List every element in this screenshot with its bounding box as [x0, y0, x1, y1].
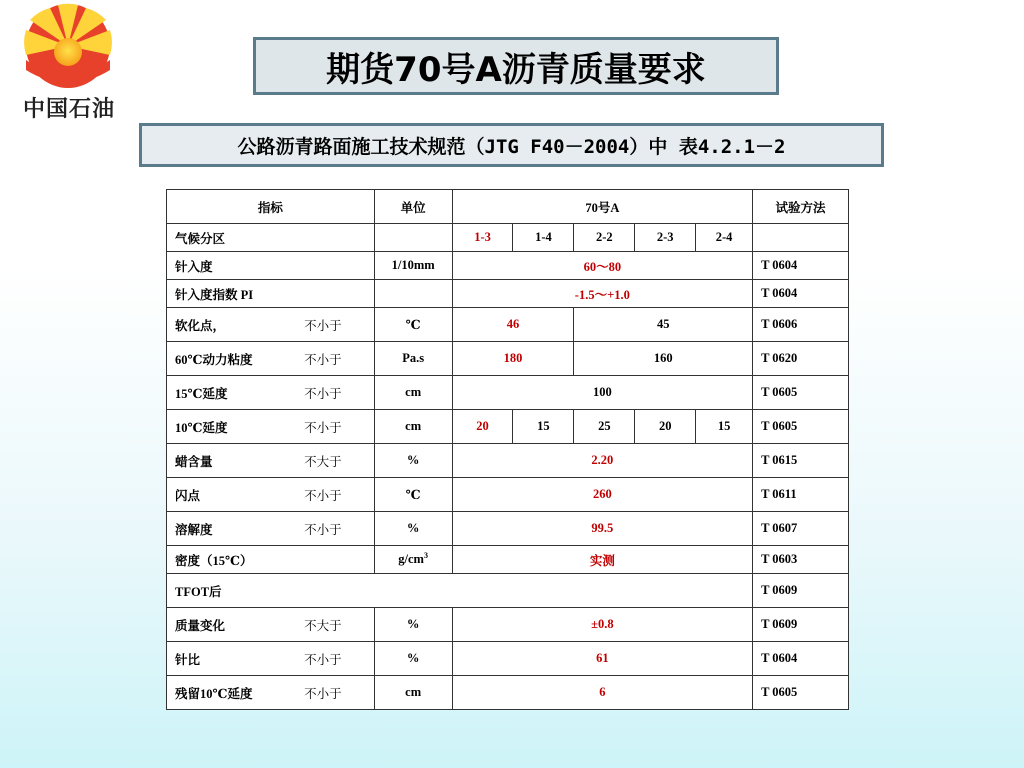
- page-subtitle: 公路沥青路面施工技术规范（JTG F40－2004）中 表4.2.1－2: [139, 123, 884, 167]
- value-cell: 100: [452, 376, 752, 410]
- qualifier: 不小于: [304, 652, 342, 667]
- indicator-name: 闪点: [175, 488, 201, 503]
- table-row: [167, 444, 849, 478]
- qualifier: 不小于: [304, 686, 342, 701]
- value-cell: 实测: [452, 546, 752, 574]
- value-cell: 61: [452, 642, 752, 676]
- method-cell: T 0609: [753, 574, 849, 608]
- climate-zone: 1-3: [452, 224, 513, 252]
- table-row: [167, 676, 849, 710]
- table-row: [167, 252, 849, 280]
- indicator-name: 蜡含量: [175, 454, 213, 469]
- value-cell: 15: [696, 410, 753, 444]
- table-row: [167, 280, 849, 308]
- table-header-row: [167, 190, 849, 224]
- qualifier: 不大于: [304, 454, 342, 469]
- qualifier: 不小于: [304, 420, 342, 435]
- logo-text: 中国石油: [22, 97, 115, 122]
- page-title: 期货70号A沥青质量要求: [253, 37, 779, 95]
- climate-label: 气候分区: [167, 224, 375, 252]
- qualifier: 不小于: [304, 522, 342, 537]
- method-cell: T 0604: [753, 280, 849, 308]
- indicator-name: 质量变化: [175, 618, 226, 633]
- qualifier: 不小于: [304, 488, 342, 503]
- indicator-name: 10℃延度: [175, 420, 228, 435]
- unit-cell: ℃: [374, 478, 452, 512]
- value-cell: 260: [452, 478, 752, 512]
- unit-cell: ℃: [374, 308, 452, 342]
- table-row: [167, 546, 849, 574]
- header-indicator: 指标: [167, 190, 375, 224]
- method-cell: T 0604: [753, 642, 849, 676]
- method-cell: T 0605: [753, 676, 849, 710]
- unit-cell: Pa.s: [374, 342, 452, 376]
- value-cell: 15: [513, 410, 574, 444]
- table-row: [167, 308, 849, 342]
- qualifier: 不小于: [304, 318, 342, 333]
- qualifier: 不小于: [304, 386, 342, 401]
- tfot-label: TFOT后: [167, 574, 753, 608]
- indicator-name: 15℃延度: [175, 386, 228, 401]
- qualifier: 不大于: [304, 618, 342, 633]
- value-cell: 20: [635, 410, 696, 444]
- value-cell: 180: [452, 342, 574, 376]
- value-cell: 160: [574, 342, 753, 376]
- method-cell: T 0604: [753, 252, 849, 280]
- method-cell: T 0615: [753, 444, 849, 478]
- indicator-name: 密度（15℃）: [167, 546, 375, 574]
- spec-table: [166, 189, 849, 710]
- indicator-name: 软化点，: [175, 318, 226, 333]
- unit-cell: 1/10mm: [374, 252, 452, 280]
- value-cell: 45: [574, 308, 753, 342]
- value-cell: ±0.8: [452, 608, 752, 642]
- value-cell: 99.5: [452, 512, 752, 546]
- header-method: 试验方法: [753, 190, 849, 224]
- unit-cell: cm: [374, 376, 452, 410]
- table-row: [167, 376, 849, 410]
- climate-zone: 1-4: [513, 224, 574, 252]
- indicator-name: 溶解度: [175, 522, 213, 537]
- unit-cell: %: [374, 444, 452, 478]
- table-row: [167, 478, 849, 512]
- value-cell: 20: [452, 410, 513, 444]
- table-row: [167, 512, 849, 546]
- method-cell: T 0611: [753, 478, 849, 512]
- indicator-name: 针入度指数 PI: [167, 280, 375, 308]
- table-row: [167, 642, 849, 676]
- table-row: [167, 574, 849, 608]
- climate-zone: 2-2: [574, 224, 635, 252]
- method-cell: T 0606: [753, 308, 849, 342]
- table-row: [167, 342, 849, 376]
- method-cell: T 0609: [753, 608, 849, 642]
- unit-cell: %: [374, 512, 452, 546]
- climate-zone: 2-3: [635, 224, 696, 252]
- table-row: [167, 410, 849, 444]
- unit-cell: $g/cm^3$: [374, 546, 452, 574]
- unit-cell: cm: [374, 410, 452, 444]
- petrochina-logo: [0, 0, 130, 130]
- qualifier: 不小于: [304, 352, 342, 367]
- unit-cell: %: [374, 608, 452, 642]
- value-cell: 2.20: [452, 444, 752, 478]
- method-cell: T 0605: [753, 376, 849, 410]
- header-grade: 70号A: [452, 190, 752, 224]
- petrochina-emblem-icon: [0, 0, 130, 95]
- indicator-name: 残留10℃延度: [175, 686, 253, 701]
- value-cell: 6: [452, 676, 752, 710]
- method-cell: T 0620: [753, 342, 849, 376]
- value-cell: 25: [574, 410, 635, 444]
- table-row: [167, 224, 849, 252]
- indicator-name: 针比: [175, 652, 201, 667]
- indicator-name: 针入度: [167, 252, 375, 280]
- header-unit: 单位: [374, 190, 452, 224]
- climate-zone: 2-4: [696, 224, 753, 252]
- table-row: [167, 608, 849, 642]
- indicator-name: 60℃动力粘度: [175, 352, 253, 367]
- method-cell: T 0605: [753, 410, 849, 444]
- value-cell: 46: [452, 308, 574, 342]
- method-cell: T 0607: [753, 512, 849, 546]
- value-cell: 60～80: [452, 252, 752, 280]
- unit-cell: cm: [374, 676, 452, 710]
- method-cell: T 0603: [753, 546, 849, 574]
- unit-cell: %: [374, 642, 452, 676]
- value-cell: -1.5～+1.0: [452, 280, 752, 308]
